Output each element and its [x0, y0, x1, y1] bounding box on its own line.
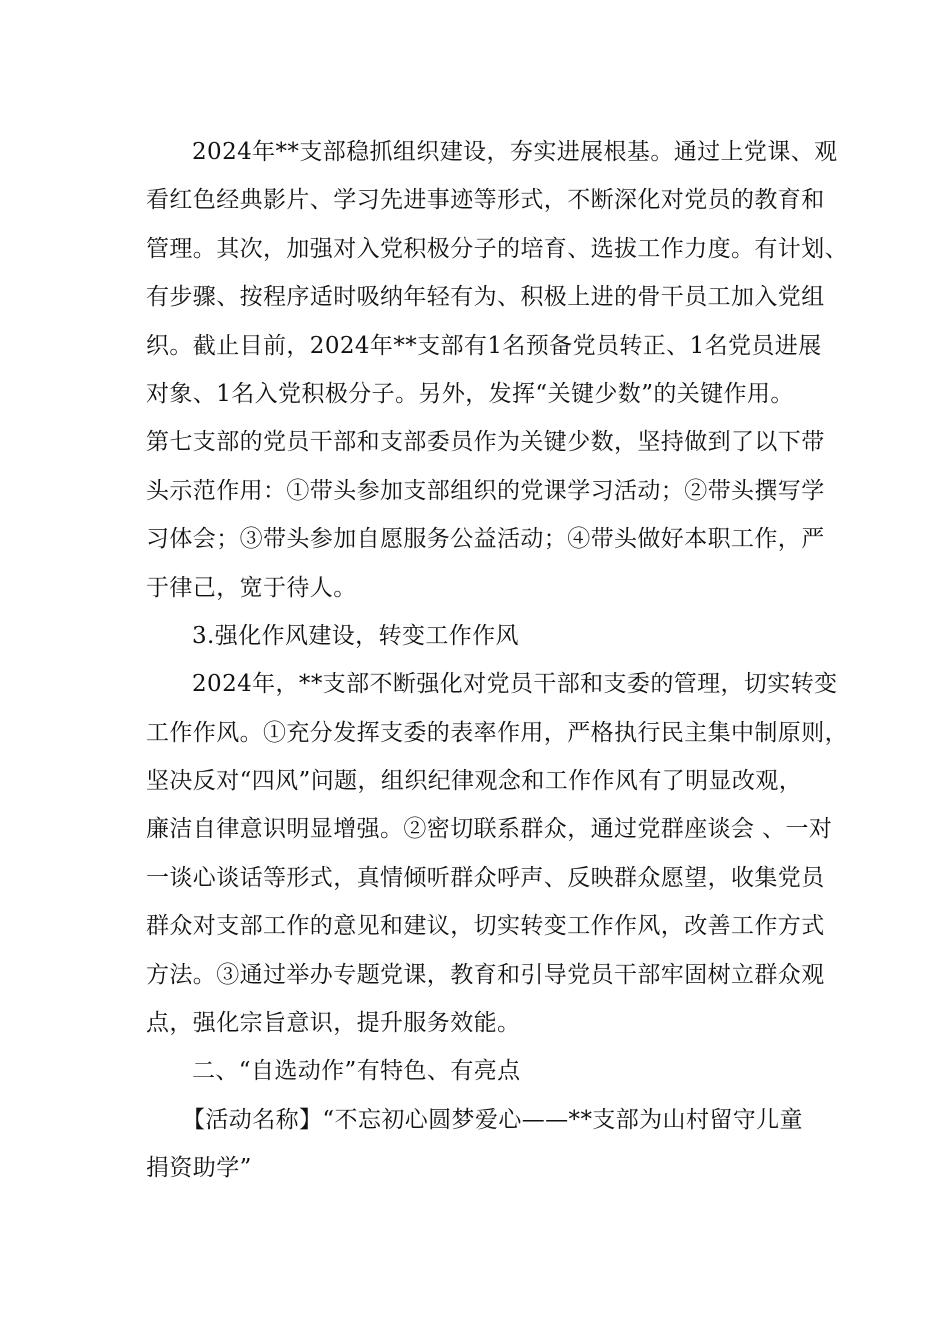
paragraph-line: 第七支部的党员干部和支部委员作为关键少数，坚持做到了以下带: [146, 429, 825, 456]
paragraph-line: 织。截止目前，2024年**支部有1名预备党员转正、1名党员进展: [146, 332, 822, 359]
paragraph-line: 于律己，宽于待人。: [146, 574, 357, 601]
section-heading: 3.强化作风建设，转变工作作风: [192, 622, 519, 649]
paragraph-line: 坚决反对“四风”问题，组织纪律观念和工作作风有了明显改观，: [146, 768, 803, 795]
paragraph-line: 头示范作用：①带头参加支部组织的党课学习活动；②带头撰写学: [146, 477, 825, 504]
paragraph-line: 一谈心谈话等形式，真情倾听群众呼声、反映群众愿望，收集党员: [146, 864, 825, 891]
paragraph-line: 2024年，**支部不断强化对党员干部和支委的管理，切实转变: [192, 671, 838, 698]
paragraph-line: 廉洁自律意识明显增强。②密切联系群众，通过党群座谈会 、一对: [146, 816, 833, 843]
paragraph-line: 2024年**支部稳抓组织建设，夯实进展根基。通过上党课、观: [192, 139, 838, 165]
paragraph-line: 点，强化宗旨意识，提升服务效能。: [146, 1010, 521, 1037]
paragraph-line: 有步骤、按程序适时吸纳年轻有为、积极上进的骨干员工加入党组: [146, 284, 825, 311]
document-body: [146, 128, 848, 1193]
paragraph-line: 习体会；③带头参加自愿服务公益活动；④带头做好本职工作，严: [146, 526, 825, 553]
paragraph-line: 工作作风。①充分发挥支委的表率作用，严格执行民主集中制原则，: [146, 719, 848, 746]
paragraph-line: 管理。其次，加强对入党积极分子的培育、选拔工作力度。有计划、: [146, 235, 848, 262]
section-heading: 二、“自选动作”有特色、有亮点: [192, 1058, 521, 1085]
activity-name-line: 捐资助学”: [146, 1155, 252, 1182]
paragraph-line: 方法。③通过举办专题党课，教育和引导党员干部牢固树立群众观: [146, 961, 825, 988]
activity-name-line: 【活动名称】“不忘初心圆梦爱心——**支部为山村留守儿童: [182, 1106, 803, 1133]
paragraph-line: 看红色经典影片、学习先进事迹等形式，不断深化对党员的教育和: [146, 187, 825, 214]
paragraph-line: 对象、1名入党积极分子。另外，发挥“关键少数”的关键作用。: [146, 380, 794, 407]
paragraph-line: 群众对支部工作的意见和建议，切实转变工作作风，改善工作方式: [146, 913, 825, 940]
